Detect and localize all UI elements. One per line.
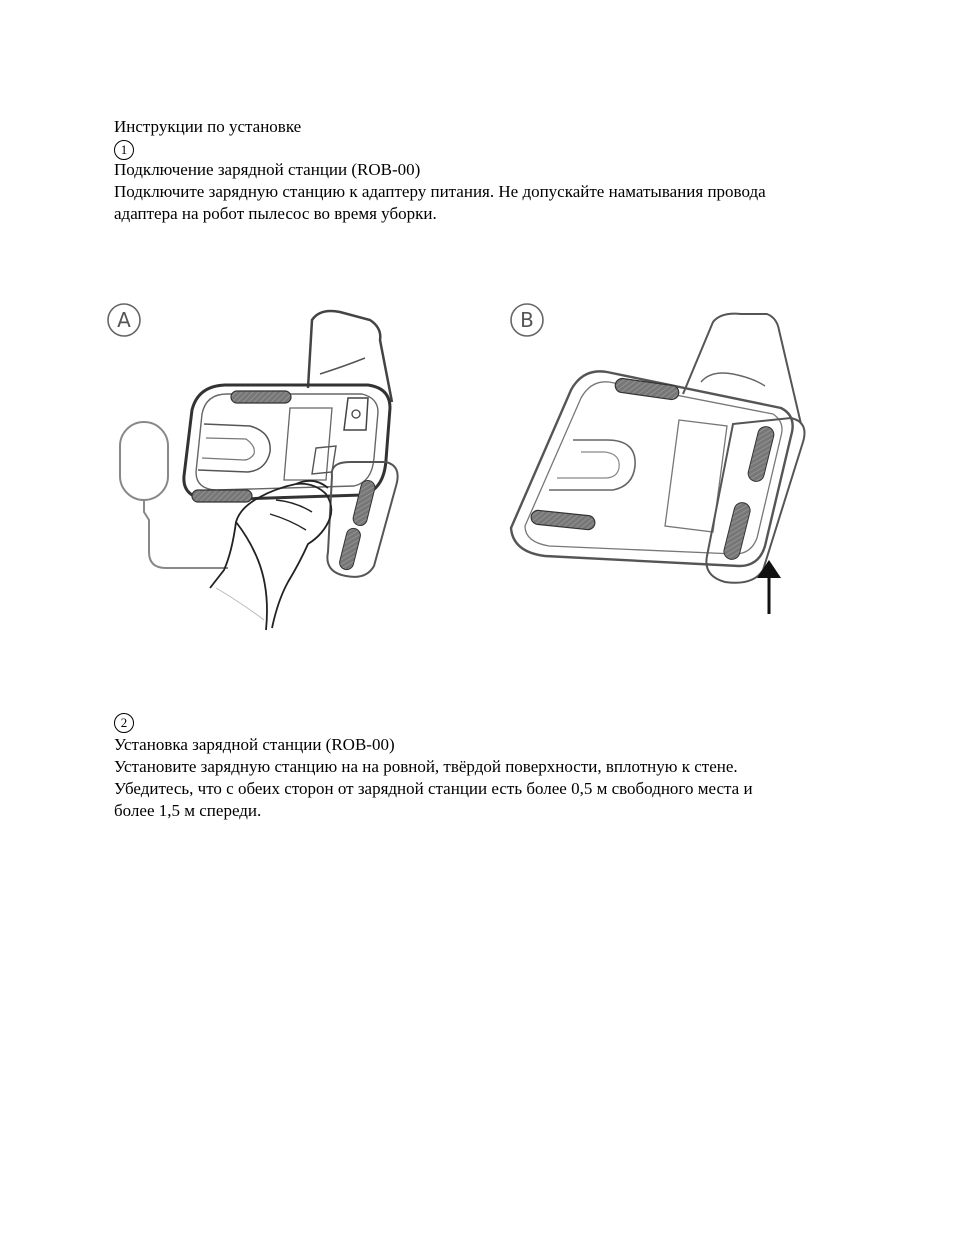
figure-a-illustration [100, 290, 430, 635]
step-1-line-1: Подключите зарядную станцию к адаптеру питания. Не допускайте наматывания провода [114, 182, 766, 201]
step-2-line-1: Установите зарядную станцию на на ровной, твёрдой поверхности, вплотную к стене. [114, 757, 738, 776]
step-1-line-2: адаптера на робот пылесос во время уборки. [114, 204, 437, 223]
step-2-line-3: более 1,5 м спереди. [114, 801, 262, 820]
figure-a-label: A [117, 308, 131, 332]
step-1-heading: Подключение зарядной станции (ROB-00) [114, 160, 421, 179]
figure-b-illustration [495, 290, 825, 635]
step-2-number: 2 [114, 713, 134, 733]
document-title: Инструкции по установке [114, 117, 302, 136]
step-1-number: 1 [114, 140, 134, 160]
figure-b-label: B [520, 308, 534, 332]
step-2-line-2: Убедитесь, что с обеих сторон от зарядной станции есть более 0,5 м свободного места и [114, 779, 753, 798]
step-2-heading: Установка зарядной станции (ROB-00) [114, 735, 395, 754]
